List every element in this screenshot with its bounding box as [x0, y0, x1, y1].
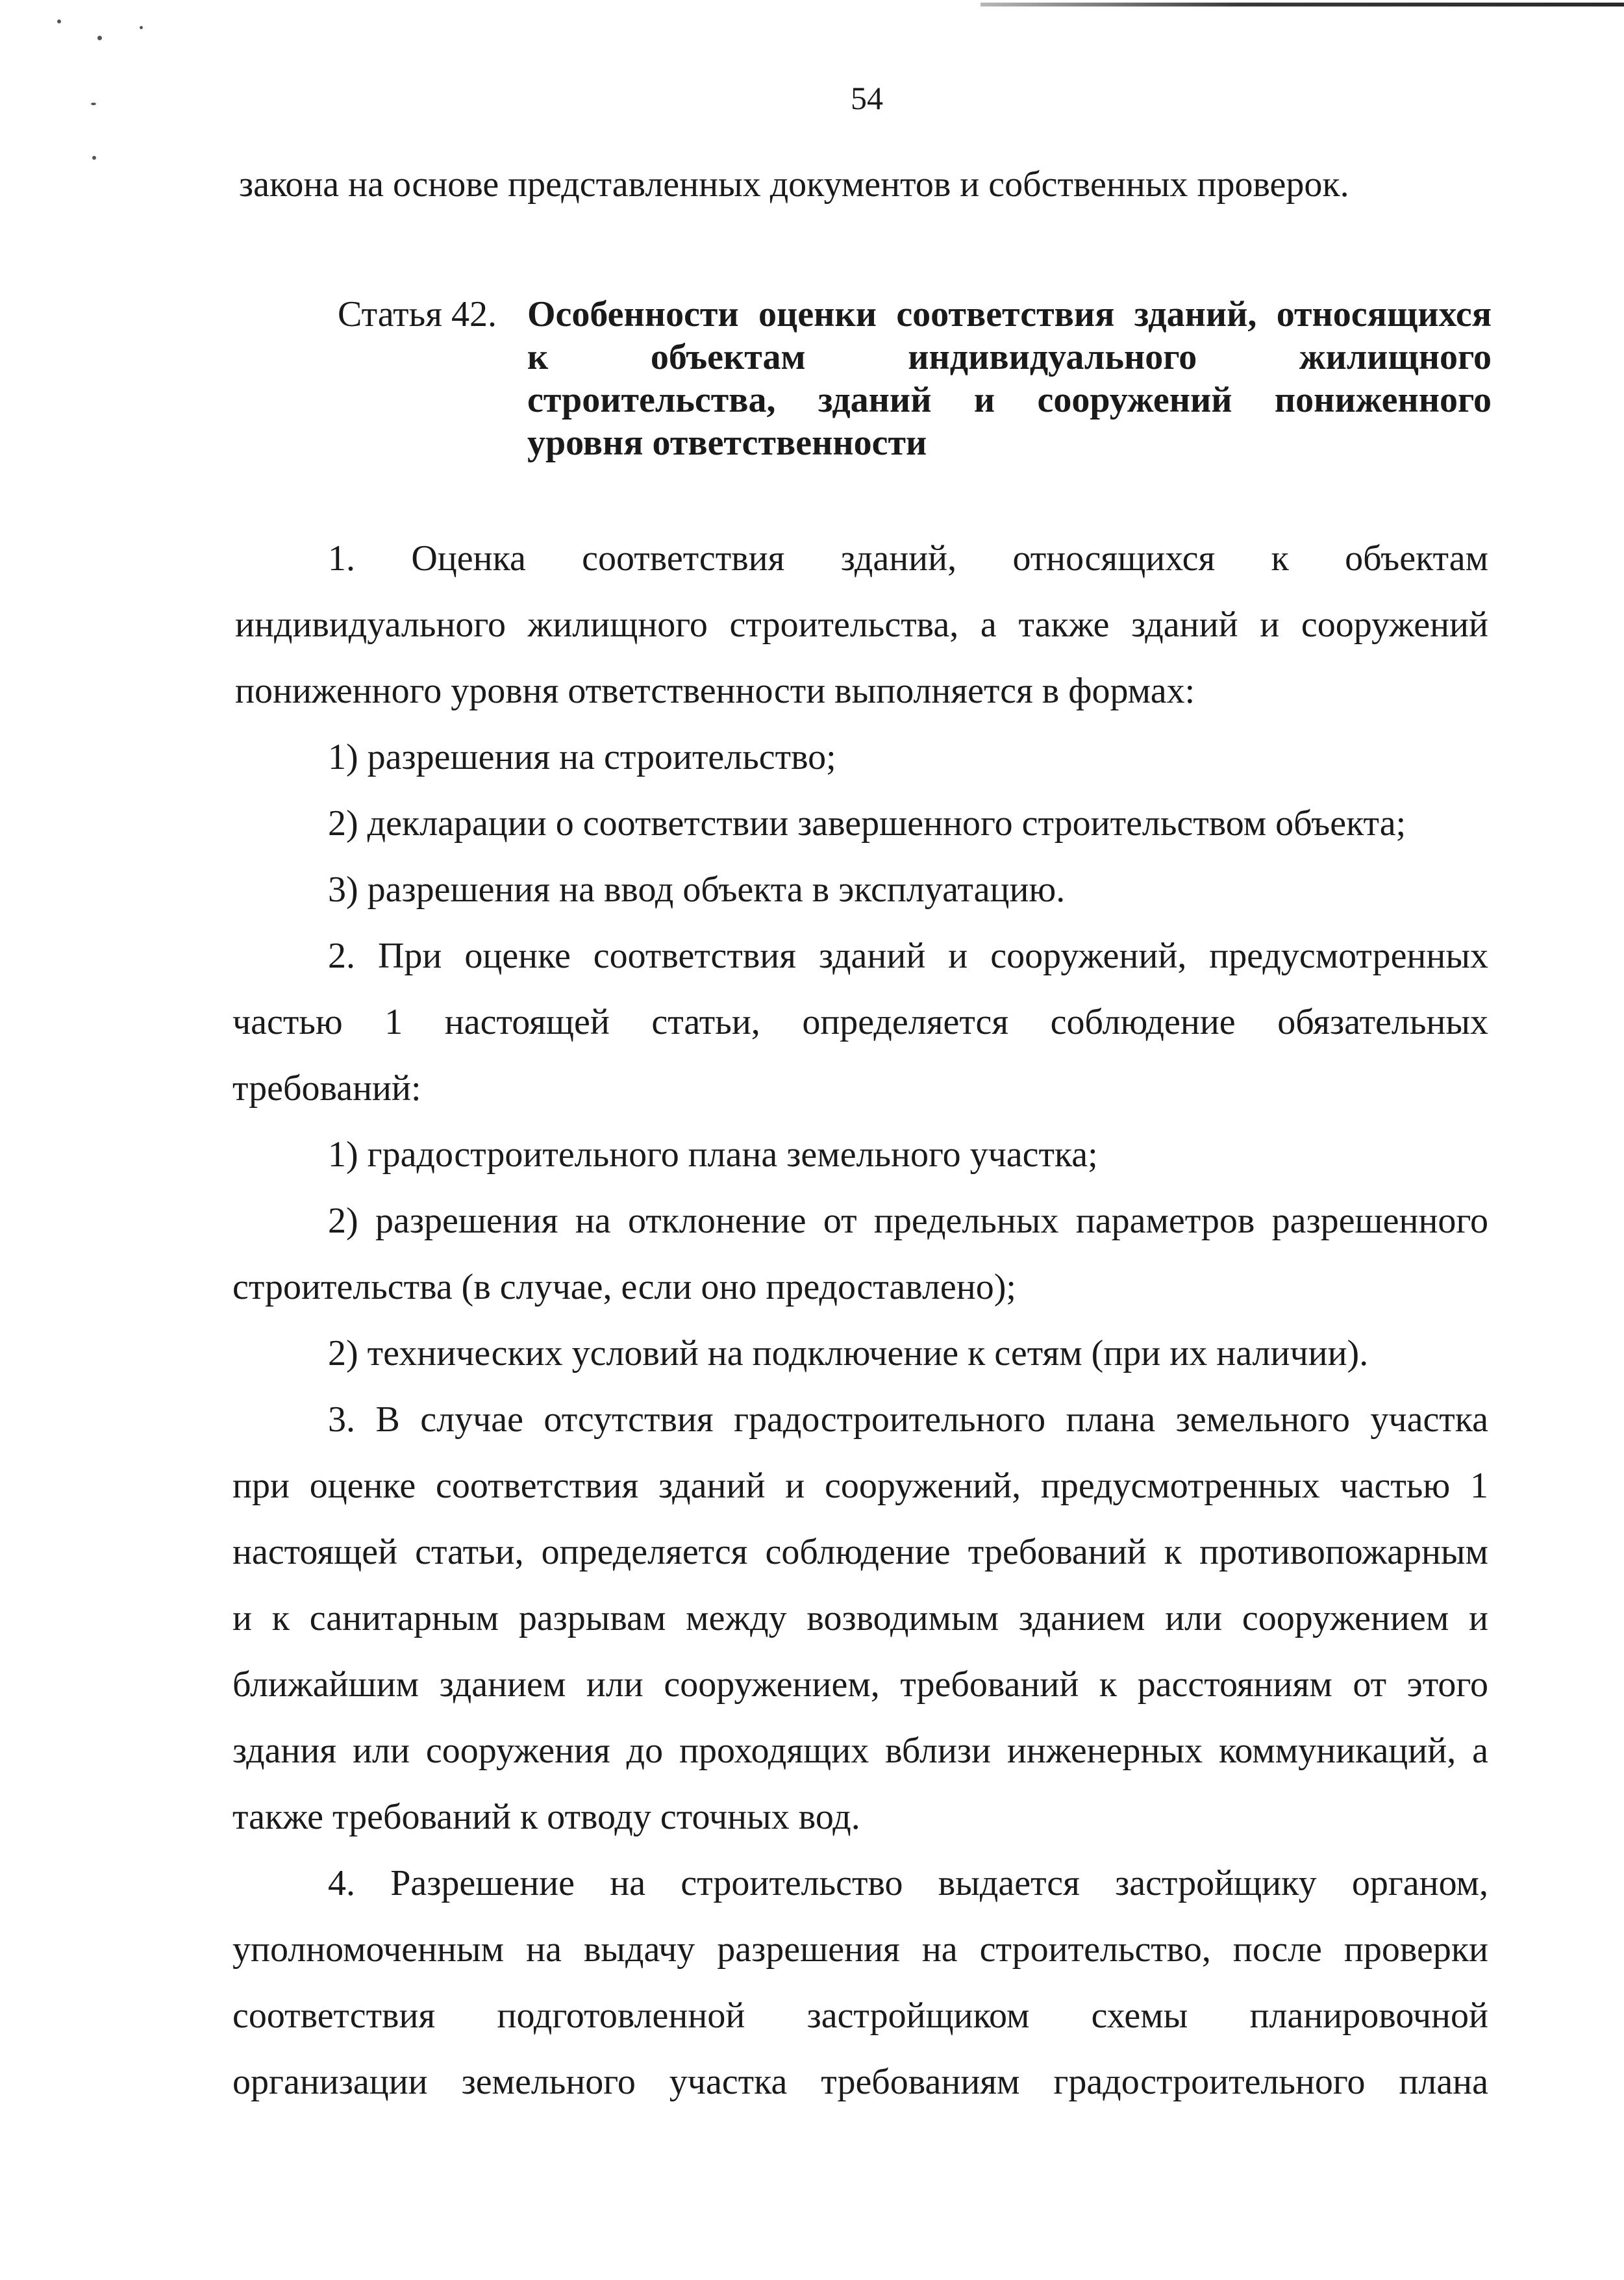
scan-speck [97, 36, 102, 40]
article-title-line: к объектам индивидуального жилищного [527, 337, 1492, 377]
list-item: 1) градостроительного плана земельного участка; [328, 1134, 1098, 1175]
paragraph-line: настоящей статьи, определяется соблюдение требований к противопожарным [232, 1532, 1488, 1572]
scan-speck [92, 156, 96, 160]
paragraph-line: 4. Разрешение на строительство выдается застройщику органом, [328, 1863, 1488, 1903]
article-title-line: Особенности оценки соответствия зданий, относящихся [527, 294, 1492, 334]
scan-speck [140, 26, 143, 29]
paragraph-line: уполномоченным на выдачу разрешения на строительство, после проверки [232, 1929, 1488, 1970]
paragraph-line: 2. При оценке соответствия зданий и сооружений, предусмотренных [328, 936, 1488, 976]
paragraph-line: здания или сооружения до проходящих вблизи инженерных коммуникаций, а [232, 1731, 1488, 1771]
article-title-line: уровня ответственности [527, 423, 927, 463]
list-item: 1) разрешения на строительство; [328, 737, 836, 777]
paragraph-line: требований: [232, 1068, 421, 1109]
paragraph-line: 1. Оценка соответствия зданий, относящихся к объектам [328, 538, 1488, 579]
list-item: 2) разрешения на отклонение от предельных параметров разрешенного [328, 1201, 1488, 1241]
page-number: 54 [851, 80, 883, 116]
article-title [527, 294, 1492, 465]
intro-text: закона на основе представленных документов и собственных проверок. [239, 164, 1349, 205]
paragraph-line: частью 1 настоящей статьи, определяется соблюдение обязательных [232, 1002, 1488, 1042]
paragraph-line: ближайшим зданием или сооружением, требований к расстояниям от этого [232, 1664, 1488, 1705]
scan-border-line [981, 3, 1624, 6]
paragraph-line: строительства (в случае, если оно предоставлено); [232, 1267, 1016, 1307]
list-item: 3) разрешения на ввод объекта в эксплуатацию. [328, 870, 1066, 910]
paragraph-line: соответствия подготовленной застройщиком схемы планировочной [232, 1996, 1488, 2036]
paragraph-line: и к санитарным разрывам между возводимым зданием или сооружением и [232, 1598, 1488, 1638]
list-item: 2) технических условий на подключение к сетям (при их наличии). [328, 1333, 1369, 1373]
paragraph-line: индивидуального жилищного строительства, а также зданий и сооружений [235, 605, 1488, 645]
article-label: Статья 42. [338, 294, 497, 334]
paragraph-line: пониженного уровня ответственности выполняется в формах: [235, 671, 1195, 711]
scan-speck [57, 19, 61, 23]
paragraph-line: 3. В случае отсутствия градостроительного плана земельного участка [328, 1399, 1488, 1440]
paragraph-line: также требований к отводу сточных вод. [232, 1797, 860, 1837]
list-item: 2) декларации о соответствии завершенного строительством объекта; [328, 803, 1406, 844]
paragraph-line: при оценке соответствия зданий и сооружений, предусмотренных частью 1 [232, 1466, 1488, 1506]
paragraph-line: организации земельного участка требованиям градостроительного плана [232, 2062, 1488, 2102]
article-title-line: строительства, зданий и сооружений пониженного [527, 380, 1492, 420]
